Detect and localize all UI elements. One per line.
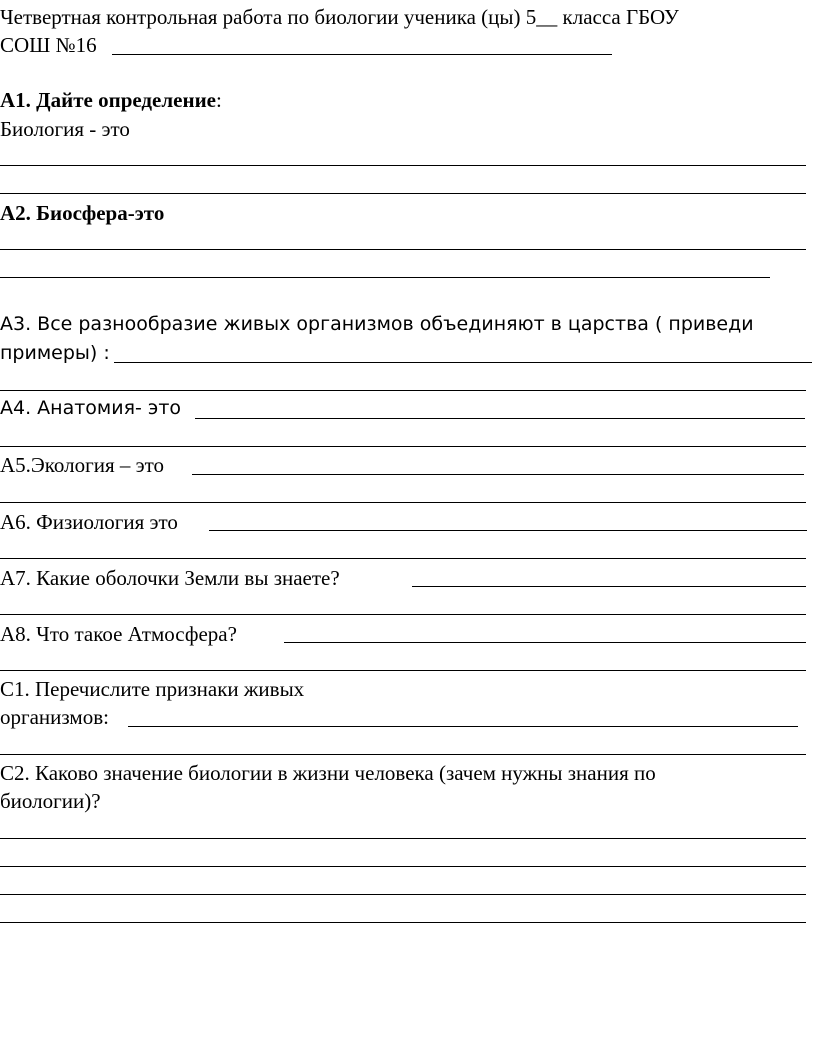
question-a6-label: А6. Физиология это bbox=[0, 510, 178, 534]
worksheet-title: Четвертная контрольная работа по биологии ученика (цы) 5__ класса ГБОУ bbox=[0, 5, 679, 29]
answer-line-a1-2[interactable] bbox=[0, 169, 806, 195]
question-a1-prompt: Биология - это bbox=[0, 117, 130, 141]
question-a4-label: А4. Анатомия- это bbox=[0, 397, 182, 419]
answer-line-a5-2[interactable] bbox=[0, 478, 806, 504]
answer-inline-a7[interactable] bbox=[412, 562, 806, 588]
question-c1-line2: организмов: bbox=[0, 705, 109, 729]
question-a1-heading: А1. Дайте определение: bbox=[0, 88, 222, 112]
question-c2-line1: С2. Каково значение биологии в жизни человека (зачем нужны знания по bbox=[0, 761, 656, 785]
answer-line-c2-2[interactable] bbox=[0, 842, 806, 868]
answer-line-a6-2[interactable] bbox=[0, 534, 806, 560]
answer-inline-a6[interactable] bbox=[209, 506, 807, 532]
answer-line-a7-2[interactable] bbox=[0, 590, 806, 616]
answer-inline-a3[interactable] bbox=[114, 338, 812, 364]
answer-line-a4-2[interactable] bbox=[0, 422, 806, 448]
question-a7-label: А7. Какие оболочки Земли вы знаете? bbox=[0, 566, 340, 590]
answer-line-c2-3[interactable] bbox=[0, 870, 806, 896]
question-a2-heading: А2. Биосфера-это bbox=[0, 201, 165, 225]
answer-line-c2-1[interactable] bbox=[0, 814, 806, 840]
answer-line-c2-4[interactable] bbox=[0, 898, 806, 924]
question-c2-line2: биологии)? bbox=[0, 789, 101, 813]
answer-inline-a4[interactable] bbox=[195, 394, 805, 420]
answer-line-c1-2[interactable] bbox=[0, 730, 806, 756]
answer-line-a3-2[interactable] bbox=[0, 366, 806, 392]
question-a8-label: А8. Что такое Атмосфера? bbox=[0, 622, 237, 646]
school-answer-field[interactable] bbox=[112, 30, 612, 56]
school-label: СОШ №16 bbox=[0, 33, 97, 57]
answer-inline-a5[interactable] bbox=[192, 450, 804, 476]
question-a5-label: А5.Экология – это bbox=[0, 453, 165, 477]
answer-inline-a8[interactable] bbox=[284, 618, 806, 644]
question-a3-line1: А3. Все разнообразие живых организмов объединяют в царства ( приведи bbox=[0, 313, 754, 335]
answer-line-a1-1[interactable] bbox=[0, 141, 806, 167]
answer-inline-c1[interactable] bbox=[128, 702, 798, 728]
answer-line-a8-2[interactable] bbox=[0, 646, 806, 672]
answer-line-a2-1[interactable] bbox=[0, 225, 806, 251]
question-c1-line1: С1. Перечислите признаки живых bbox=[0, 677, 305, 701]
answer-line-a2-2[interactable] bbox=[0, 253, 770, 279]
question-a3-line2: примеры) : bbox=[0, 342, 110, 364]
